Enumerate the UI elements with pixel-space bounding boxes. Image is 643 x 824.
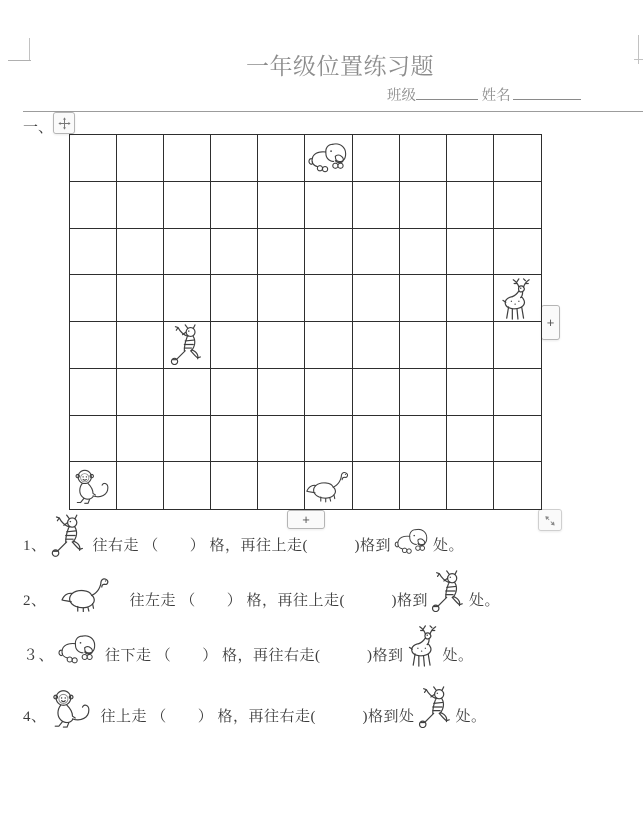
- grid-cell: [447, 229, 494, 276]
- plus-icon: +: [302, 512, 310, 527]
- grid-cell: [353, 322, 400, 369]
- grid-cell: [305, 182, 352, 229]
- move-cross-icon: [58, 117, 71, 130]
- grid-cell: [117, 182, 164, 229]
- grid-cell: [258, 462, 305, 509]
- grid-cell: [258, 275, 305, 322]
- header-rule: [23, 111, 643, 112]
- table-move-handle[interactable]: [53, 112, 75, 134]
- grid-cell: [117, 369, 164, 416]
- grid-cell: [211, 369, 258, 416]
- grid-cell: [353, 275, 400, 322]
- grid-cell: [164, 229, 211, 276]
- grid-cell: [305, 462, 352, 509]
- student-info-line: [387, 84, 581, 105]
- deer-icon: [406, 624, 441, 667]
- grid-cell: [258, 416, 305, 463]
- grid-cell: [400, 229, 447, 276]
- dog-icon: [57, 632, 99, 667]
- grid-cell: [494, 369, 541, 416]
- dinosaur-icon: [50, 575, 124, 612]
- grid-cell: [305, 275, 352, 322]
- grid-cell: [211, 322, 258, 369]
- grid-cell: [400, 275, 447, 322]
- page-margin-mark: [29, 38, 30, 61]
- grid-cell: [447, 182, 494, 229]
- question-2: [23, 570, 500, 612]
- grid-cell: [258, 322, 305, 369]
- grid-cell: [305, 416, 352, 463]
- grid-cell: [70, 369, 117, 416]
- grid-cell: [494, 135, 541, 182]
- grid-cell: [70, 416, 117, 463]
- deer-icon: [501, 277, 533, 320]
- grid-cell: [70, 182, 117, 229]
- question-text: 往上走 （ ） 格，再往右走( )格到处: [100, 709, 415, 725]
- question-text: 往下走 （ ） 格，再往右走( )格到: [105, 648, 404, 664]
- grid-cell: [258, 135, 305, 182]
- grid-cell: [353, 462, 400, 509]
- grid-cell: [164, 369, 211, 416]
- dog-icon: [393, 526, 431, 557]
- grid-cell: [494, 182, 541, 229]
- question-1: [23, 514, 464, 557]
- grid-cell: [211, 462, 258, 509]
- grid-cell: [117, 275, 164, 322]
- grid-cell: [211, 135, 258, 182]
- grid-cell: [494, 462, 541, 509]
- plus-icon: +: [546, 315, 555, 330]
- grid-cell: [117, 322, 164, 369]
- grid-cell: [353, 135, 400, 182]
- question-number: 2、: [23, 593, 47, 609]
- class-blank-line: [416, 86, 478, 100]
- grid-cell: [164, 416, 211, 463]
- grid-cell: [211, 182, 258, 229]
- grid-cell: [494, 322, 541, 369]
- question-text: 处。: [455, 709, 487, 725]
- page-margin-mark: [634, 59, 643, 60]
- grid-cell: [353, 416, 400, 463]
- grid-cell: [494, 229, 541, 276]
- grid-cell: [494, 416, 541, 463]
- grid-cell: [117, 462, 164, 509]
- question-4: [23, 686, 487, 728]
- monkey-icon: [74, 466, 112, 506]
- dog-icon: [307, 140, 350, 176]
- monkey-icon: [50, 688, 95, 728]
- grid-cell: [164, 462, 211, 509]
- grid-cell: [70, 322, 117, 369]
- grid-cell: [70, 229, 117, 276]
- grid-cell: [400, 369, 447, 416]
- grid-cell: [70, 135, 117, 182]
- table-resize-handle[interactable]: [538, 509, 562, 531]
- question-text: 往右走 （ ） 格，再往上走( )格到: [92, 538, 392, 554]
- grid-cell: [447, 462, 494, 509]
- grid-cell: [353, 182, 400, 229]
- insert-button-right[interactable]: [541, 305, 560, 340]
- question-text: 处。: [433, 538, 465, 554]
- grid-cell: [211, 229, 258, 276]
- grid-cell: [258, 229, 305, 276]
- fox-icon: [430, 570, 467, 612]
- grid-cell: [400, 462, 447, 509]
- grid-cell: [447, 369, 494, 416]
- position-grid: [69, 134, 542, 510]
- fox-icon: [417, 686, 454, 728]
- grid-cell: [70, 462, 117, 509]
- grid-cell: [164, 135, 211, 182]
- grid-cell: [164, 182, 211, 229]
- grid-cell: [211, 416, 258, 463]
- grid-cell: [305, 135, 352, 182]
- question-text: 处。: [469, 593, 501, 609]
- grid-cell: [353, 229, 400, 276]
- grid-cell: [305, 322, 352, 369]
- grid-cell: [164, 275, 211, 322]
- diagonal-resize-icon: [542, 513, 558, 527]
- grid-cell: [494, 275, 541, 322]
- grid-cell: [305, 229, 352, 276]
- grid-cell: [400, 322, 447, 369]
- name-blank-line: [513, 86, 581, 100]
- grid-cell: [400, 182, 447, 229]
- grid-cell: [164, 322, 211, 369]
- grid-cell: [447, 416, 494, 463]
- grid-cell: [400, 416, 447, 463]
- grid-cell: [447, 135, 494, 182]
- dinosaur-icon: [306, 468, 352, 503]
- grid-cell: [258, 182, 305, 229]
- grid-cell: [447, 275, 494, 322]
- page-title: 一年级位置练习题: [246, 54, 434, 79]
- grid-cell: [305, 369, 352, 416]
- question-3: [23, 624, 474, 667]
- page-margin-mark: [8, 60, 31, 61]
- question-number: 1、: [23, 538, 47, 554]
- grid-cell: [353, 369, 400, 416]
- grid-cell: [447, 322, 494, 369]
- fox-icon: [169, 324, 205, 365]
- question-number: 4、: [23, 709, 47, 725]
- class-label: 班级: [387, 88, 416, 104]
- fox-icon: [50, 514, 87, 557]
- grid-cell: [117, 135, 164, 182]
- grid-cell: [117, 416, 164, 463]
- grid-cell: [117, 229, 164, 276]
- question-text: 处。: [442, 648, 474, 664]
- grid-cell: [258, 369, 305, 416]
- grid-cell: [211, 275, 258, 322]
- question-text: 往左走 （ ） 格，再往上走( )格到: [129, 593, 429, 609]
- section-label: 一、: [23, 120, 54, 136]
- grid-cell: [70, 275, 117, 322]
- question-number: ３、: [23, 648, 55, 664]
- name-label: 姓名: [481, 88, 511, 104]
- grid-cell: [400, 135, 447, 182]
